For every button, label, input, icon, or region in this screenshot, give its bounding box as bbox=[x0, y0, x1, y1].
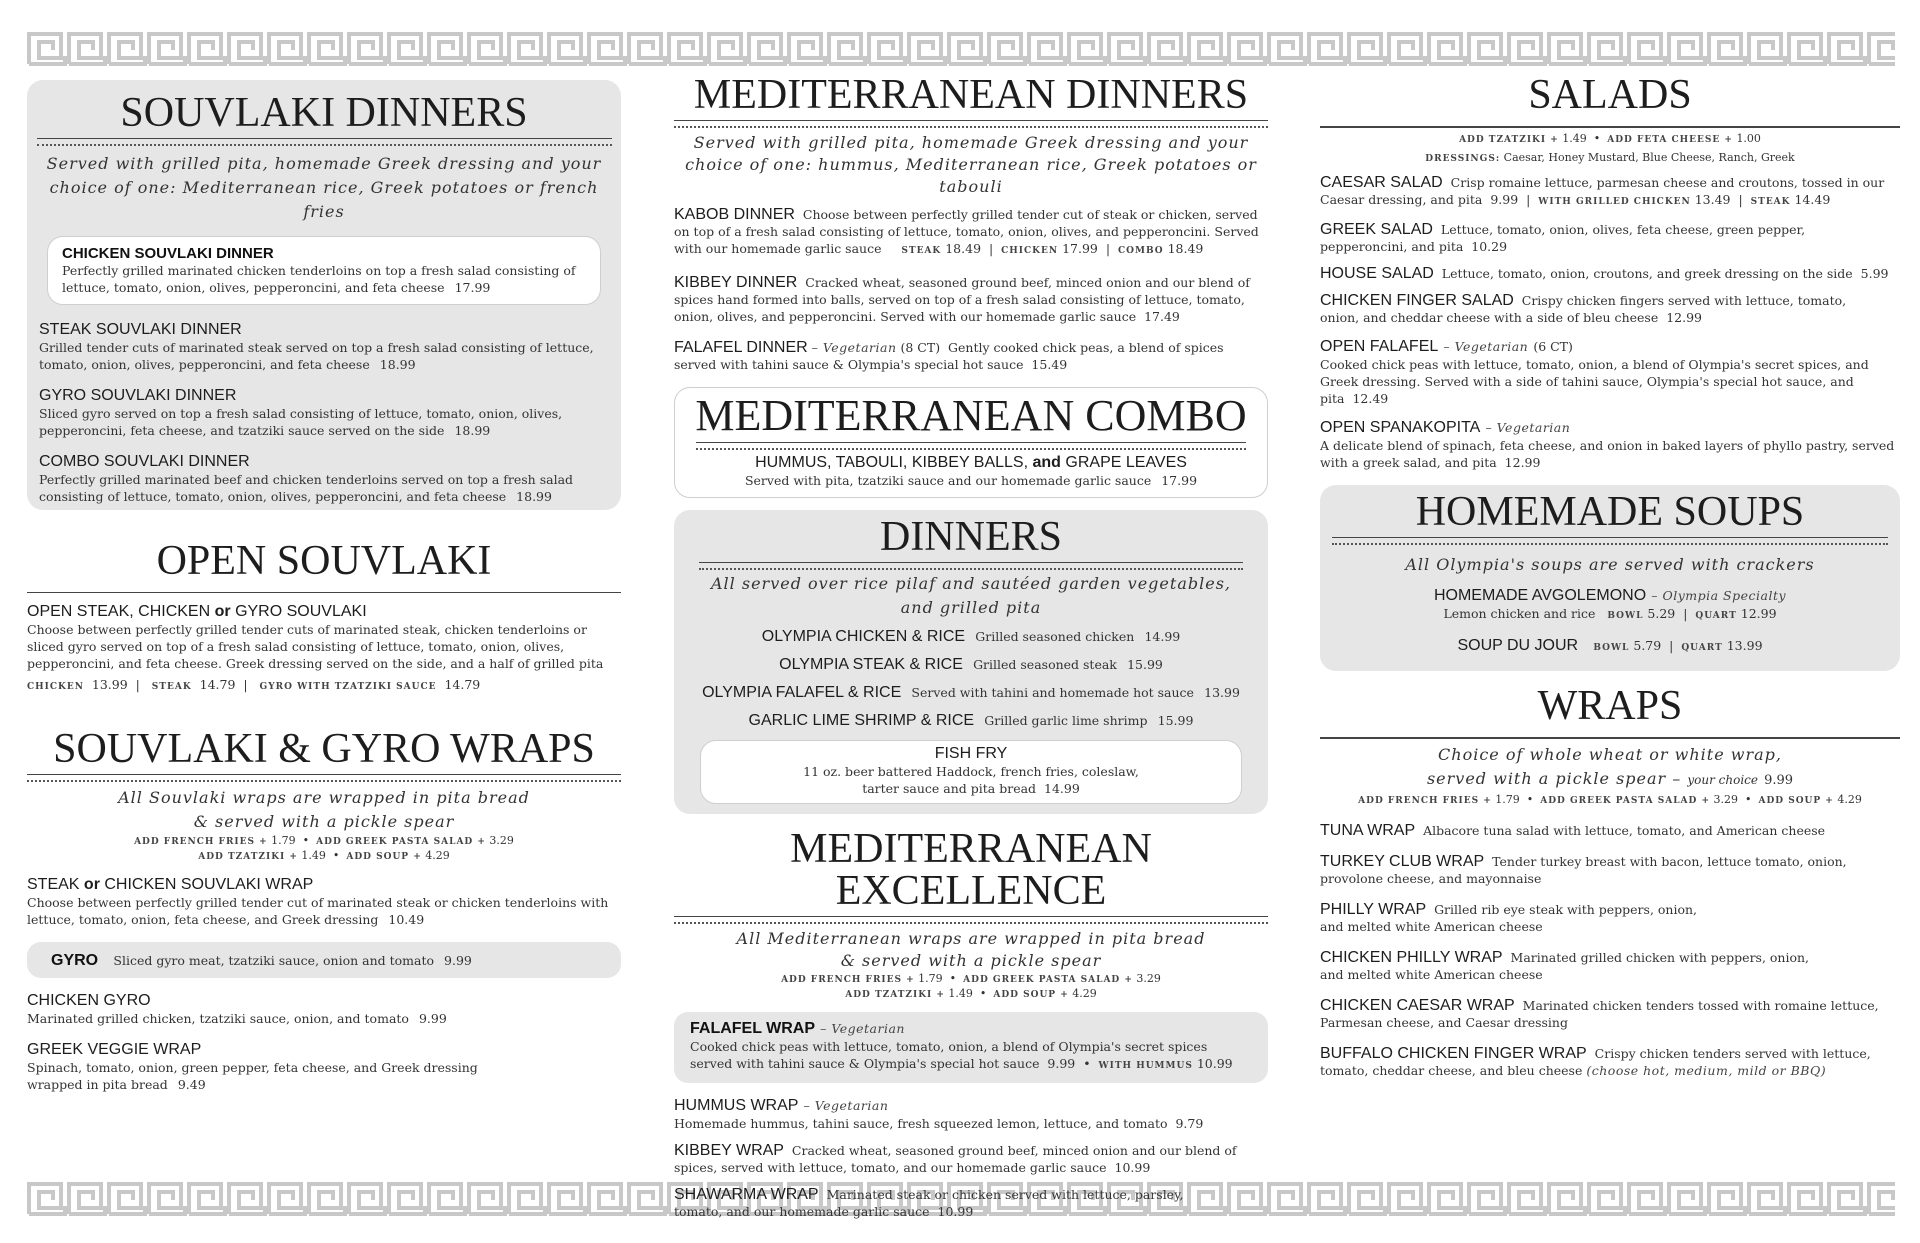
item-name: GYRO bbox=[51, 952, 99, 969]
item-count: (6 CT) bbox=[1533, 339, 1573, 354]
item-price: 9.79 bbox=[1175, 1116, 1204, 1131]
souvlaki-dinners-section bbox=[27, 80, 621, 510]
item-name: CHICKEN FINGER SALAD bbox=[1320, 292, 1514, 309]
item-desc: Lemon chicken and rice bbox=[1443, 606, 1596, 621]
menu-item bbox=[27, 992, 621, 1027]
item-name: GREEK SALAD bbox=[1320, 221, 1433, 238]
item-price: 12.99 bbox=[1504, 455, 1541, 470]
title-rule bbox=[37, 138, 612, 146]
title-rule bbox=[27, 774, 621, 782]
item-desc: Sliced gyro served on top a fresh salad consisting of lettuce, tomato, onion, olives, pepperoncini, feta cheese, and tzatziki sauce served on the side bbox=[39, 406, 563, 438]
homemade-soups-section bbox=[1320, 485, 1900, 671]
menu-item bbox=[1320, 822, 1900, 839]
right-column bbox=[1320, 74, 1900, 1093]
addon-label: ADD SOUP + bbox=[1758, 796, 1834, 806]
item-price: 13.99 bbox=[1204, 685, 1240, 700]
mediterranean-combo-section bbox=[674, 387, 1268, 498]
addon-label: ADD GREEK PASTA SALAD + bbox=[1540, 796, 1710, 806]
vegetarian-tag: – Vegetarian bbox=[1485, 420, 1571, 435]
open-souvlaki-section bbox=[27, 540, 621, 696]
item-price: 15.99 bbox=[1127, 657, 1163, 672]
item-desc: Lettuce, tomato, onion, croutons, and greek dressing on the side bbox=[1441, 266, 1853, 281]
left-column bbox=[27, 80, 621, 1107]
dressings-label: DRESSINGS: bbox=[1425, 154, 1501, 164]
item-desc: Cooked chick peas with lettuce, tomato, onion, a blend of Olympia's secret spices, and Greek dressing. Served with a side of tahini sauce, Olympia's special hot sauce, and pita bbox=[1320, 357, 1869, 406]
item-price: 18.99 bbox=[379, 357, 416, 372]
price-label: COMBO bbox=[1117, 246, 1164, 256]
item-name: KABOB DINNER bbox=[674, 206, 795, 223]
section-title: MEDITERRANEAN COMBO bbox=[695, 391, 1247, 440]
item-name: STEAK bbox=[27, 876, 80, 893]
item-price: 5.99 bbox=[1860, 266, 1889, 281]
menu-item bbox=[39, 453, 611, 505]
item-name: KIBBEY DINNER bbox=[674, 274, 798, 291]
item-price: 17.99 bbox=[1161, 473, 1198, 488]
menu-item bbox=[39, 387, 611, 439]
item-price: 9.99 bbox=[418, 1011, 447, 1026]
item-desc: Choose between perfectly grilled tender cut of steak or chicken, served on top of a fresh salad consisting of lettuce, tomato, onion, olives, and pepperoncini. Served with our homemade garlic sauce bbox=[674, 207, 1259, 256]
item-desc: 11 oz. beer battered Haddock, french fries, coleslaw, bbox=[803, 764, 1139, 779]
item-name: GREEK VEGGIE WRAP bbox=[27, 1041, 202, 1058]
item-desc: Homemade hummus, tahini sauce, fresh squeezed lemon, lettuce, and tomato bbox=[674, 1116, 1168, 1131]
item-desc: Tender turkey breast with bacon, lettuce tomato, onion, provolone cheese, and mayonnaise bbox=[1320, 854, 1847, 886]
item-name: GRAPE LEAVES bbox=[1065, 454, 1187, 471]
section-subtitle: Choice of whole wheat or white wrap, bbox=[1438, 745, 1782, 764]
item-price: 17.99 bbox=[454, 280, 491, 295]
title-rule bbox=[696, 442, 1245, 450]
item-desc: Marinated steak or chicken served with lettuce, parsley, tomato, and our homemade garlic sauce bbox=[674, 1187, 1184, 1219]
item-price: 5.29 bbox=[1647, 606, 1676, 621]
section-subtitle: Served with grilled pita, homemade Greek dressing and your choice of one: Mediterranean rice, Greek potatoes or french fries bbox=[46, 154, 602, 221]
section-title: OPEN SOUVLAKI bbox=[156, 538, 492, 584]
item-name: BUFFALO CHICKEN FINGER WRAP bbox=[1320, 1045, 1587, 1062]
addon-price: 1.49 bbox=[301, 849, 326, 862]
menu-item bbox=[1320, 336, 1900, 407]
addon-label: ADD TZATZIKI + bbox=[1459, 135, 1559, 145]
item-price: 12.49 bbox=[1352, 391, 1389, 406]
greek-key-icon bbox=[27, 28, 1895, 68]
item-name: TURKEY CLUB WRAP bbox=[1320, 853, 1485, 870]
addons-row: ADD FRENCH FRIES + 1.79 • ADD GREEK PASTA SALAD + 3.29 bbox=[781, 972, 1161, 985]
item-desc: Marinated chicken tenders tossed with romaine lettuce, Parmesan cheese, and Caesar dressing bbox=[1320, 998, 1879, 1030]
section-subtitle: and grilled pita bbox=[900, 598, 1042, 617]
item-price: 10.99 bbox=[1114, 1160, 1151, 1175]
price-label: WITH HUMMUS bbox=[1098, 1061, 1193, 1071]
item-price: 18.99 bbox=[454, 423, 491, 438]
menu-item bbox=[39, 321, 611, 373]
menu-item bbox=[27, 603, 621, 696]
falafel-wrap-highlight: FALAFEL WRAP – Vegetarian Cooked chick peas with lettuce, tomato, onion, a blend of Olympia's secret spices served with tahini sauce & Olympia's special hot sauce 9.99 • WITH HUMMUS 10.99 bbox=[674, 1012, 1268, 1083]
item-price: 17.99 bbox=[1062, 241, 1098, 256]
addons-row: ADD TZATZIKI + 1.49 • ADD SOUP + 4.29 bbox=[845, 987, 1097, 1000]
item-price: 10.49 bbox=[388, 912, 425, 927]
item-price: 9.99 bbox=[1490, 192, 1519, 207]
addon-label: ADD TZATZIKI + bbox=[845, 990, 945, 1000]
section-title: HOMEMADE SOUPS bbox=[1415, 489, 1805, 535]
item-price: 5.79 bbox=[1633, 638, 1662, 653]
item-desc: Marinated grilled chicken with peppers, onion, and melted white American cheese bbox=[1320, 950, 1810, 982]
item-price: 14.99 bbox=[1044, 781, 1080, 796]
item-name: OPEN STEAK, CHICKEN bbox=[27, 603, 211, 620]
menu-item bbox=[674, 339, 1268, 373]
addon-price: 1.79 bbox=[271, 834, 296, 847]
addon-label: ADD SOUP + bbox=[346, 852, 422, 862]
item-price: 13.99 bbox=[91, 677, 128, 692]
price-row: CHICKEN 13.99 | STEAK 14.79 | GYRO WITH TZATZIKI SAUCE 14.79 bbox=[27, 677, 481, 692]
title-rule bbox=[1320, 122, 1900, 128]
item-desc: Perfectly grilled marinated beef and chicken tenderloins served on top a fresh salad consisting of lettuce, tomato, onion, olives, pepperoncini, and feta cheese bbox=[39, 472, 574, 504]
item-name: SHAWARMA WRAP bbox=[674, 1186, 819, 1203]
item-name: OLYMPIA CHICKEN & RICE bbox=[761, 628, 966, 645]
addon-price: 1.00 bbox=[1736, 132, 1761, 145]
item-desc: Spinach, tomato, onion, green pepper, feta cheese, and Greek dressing wrapped in pita bread bbox=[27, 1060, 478, 1092]
item-desc: Crispy chicken tenders served with lettuce, tomato, cheddar cheese, and bleu cheese bbox=[1320, 1046, 1871, 1078]
price-label: QUART bbox=[1695, 611, 1737, 621]
item-name: GYRO SOUVLAKI DINNER bbox=[39, 387, 237, 404]
wraps-section bbox=[1320, 685, 1900, 1079]
price-label: STEAK bbox=[901, 246, 942, 256]
item-price: 9.49 bbox=[177, 1077, 206, 1092]
item-desc: Crispy chicken fingers served with lettuce, tomato, onion, and cheddar cheese with a side of bleu cheese bbox=[1320, 293, 1847, 325]
item-price: 10.29 bbox=[1471, 239, 1508, 254]
price-label: QUART bbox=[1681, 643, 1723, 653]
price-label: WITH GRILLED CHICKEN bbox=[1538, 197, 1691, 207]
menu-item bbox=[688, 678, 1254, 706]
addon-price: 1.49 bbox=[1562, 132, 1587, 145]
item-desc: Grilled garlic lime shrimp bbox=[984, 713, 1148, 728]
section-subtitle: & served with a pickle spear bbox=[840, 951, 1102, 970]
menu-item bbox=[1320, 997, 1900, 1031]
item-price: 9.99 bbox=[1047, 1056, 1076, 1071]
addon-price: 4.29 bbox=[425, 849, 450, 862]
item-desc: Gently cooked chick peas, a blend of spices served with tahini sauce & Olympia's special hot sauce bbox=[674, 340, 1224, 372]
vegetarian-tag: – Vegetarian bbox=[811, 340, 897, 355]
item-name: OLYMPIA FALAFEL & RICE bbox=[702, 684, 902, 701]
addon-label: ADD SOUP + bbox=[993, 990, 1069, 1000]
menu-item: SOUP DU JOUR BOWL 5.79 | QUART 13.99 bbox=[1457, 637, 1763, 654]
menu-item bbox=[674, 274, 1268, 325]
item-price: 9.99 bbox=[1764, 773, 1794, 788]
item-desc: Lettuce, tomato, onion, olives, feta cheese, green pepper, pepperoncini, and pita bbox=[1320, 222, 1806, 254]
dressings-list: Caesar, Honey Mustard, Blue Cheese, Ranch, Greek bbox=[1503, 151, 1795, 164]
menu-item bbox=[1320, 221, 1820, 255]
addon-price: 3.29 bbox=[1136, 972, 1161, 985]
item-name: FALAFEL DINNER bbox=[674, 339, 808, 356]
item-name: CHICKEN GYRO bbox=[27, 992, 151, 1009]
gyro-highlight bbox=[27, 942, 621, 978]
item-name: HOUSE SALAD bbox=[1320, 265, 1434, 282]
item-name: TUNA WRAP bbox=[1320, 822, 1416, 839]
section-subtitle: All Mediterranean wraps are wrapped in pita bread bbox=[736, 929, 1206, 948]
item-desc: Choose between perfectly grilled tender cuts of marinated steak, chicken tenderloins or sliced gyro served on top of a fresh salad consisting of lettuce, tomato, onion, olives, pepperoncini, and feta cheese. Greek dressing served on the side, and a half of grilled pita bbox=[27, 622, 604, 671]
addons-row: ADD FRENCH FRIES + 1.79 • ADD GREEK PASTA SALAD + 3.29 • ADD SOUP + 4.29 bbox=[1358, 793, 1862, 806]
addon-price: 3.29 bbox=[489, 834, 514, 847]
section-title: WRAPS bbox=[1537, 683, 1683, 729]
item-name: CHICKEN CAESAR WRAP bbox=[1320, 997, 1515, 1014]
section-subtitle: All Souvlaki wraps are wrapped in pita bread bbox=[118, 788, 530, 807]
title-rule bbox=[674, 120, 1268, 128]
item-price: 13.49 bbox=[1694, 192, 1731, 207]
item-desc: Crisp romaine lettuce, parmesan cheese and croutons, tossed in our Caesar dressing, and pita bbox=[1320, 175, 1885, 207]
item-desc: Perfectly grilled marinated chicken tenderloins on top a fresh salad consisting of lettuce, tomato, onion, olives, pepperoncini, and feta cheese bbox=[62, 263, 576, 295]
item-name: STEAK SOUVLAKI DINNER bbox=[39, 321, 242, 338]
item-desc: Grilled rib eye steak with peppers, onion, and melted white American cheese bbox=[1320, 902, 1698, 934]
your-choice-label: your choice bbox=[1687, 773, 1758, 787]
middle-column bbox=[674, 74, 1268, 1234]
price-label: STEAK bbox=[1750, 197, 1791, 207]
menu-item bbox=[1320, 949, 1820, 983]
item-price: 18.49 bbox=[1167, 241, 1204, 256]
menu-item bbox=[1320, 417, 1900, 471]
salads-section bbox=[1320, 74, 1900, 471]
featured-item bbox=[47, 236, 601, 305]
item-desc: Grilled tender cuts of marinated steak served on top a fresh salad consisting of lettuce, tomato, onion, olives, pepperoncini, and feta cheese bbox=[39, 340, 594, 372]
section-title: SOUVLAKI & GYRO WRAPS bbox=[53, 726, 595, 772]
menu-item bbox=[674, 1095, 1268, 1132]
price-label: BOWL bbox=[1607, 611, 1644, 621]
menu-item bbox=[1320, 1045, 1900, 1079]
addons-row: ADD TZATZIKI + 1.49 • ADD FETA CHEESE + 1.00 bbox=[1459, 132, 1761, 145]
item-name: FALAFEL WRAP bbox=[690, 1020, 816, 1037]
item-name: SOUP DU JOUR bbox=[1457, 637, 1579, 654]
menu-item bbox=[674, 1186, 1194, 1220]
or-word: or bbox=[214, 603, 231, 620]
item-desc: Grilled seasoned steak bbox=[973, 657, 1117, 672]
price-label: GYRO WITH TZATZIKI SAUCE bbox=[259, 682, 437, 692]
item-price: 10.99 bbox=[937, 1204, 974, 1219]
addon-price: 1.49 bbox=[948, 987, 973, 1000]
item-price: 18.99 bbox=[516, 489, 552, 504]
item-desc: Grilled seasoned chicken bbox=[975, 629, 1135, 644]
dinners-list bbox=[688, 622, 1254, 734]
item-desc: Choose between perfectly grilled tender cut of marinated steak or chicken tenderloins with lettuce, tomato, onion, feta cheese, and Greek dressing bbox=[27, 895, 609, 927]
vegetarian-tag: – Vegetarian bbox=[1443, 339, 1529, 354]
addon-label: ADD FRENCH FRIES + bbox=[781, 975, 915, 985]
item-desc: Served with tahini and homemade hot sauce bbox=[911, 685, 1194, 700]
item-price: 14.99 bbox=[1144, 629, 1181, 644]
vegetarian-tag: – Vegetarian bbox=[820, 1021, 905, 1036]
mediterranean-dinners-section bbox=[674, 74, 1268, 373]
item-price: 14.79 bbox=[444, 677, 481, 692]
and-word: and bbox=[1032, 454, 1061, 471]
item-desc: tarter sauce and pita bread bbox=[862, 781, 1037, 796]
price-label: CHICKEN bbox=[1001, 246, 1059, 256]
item-price: 17.49 bbox=[1144, 309, 1180, 324]
item-desc: Marinated grilled chicken, tzatziki sauce, onion, and tomato bbox=[27, 1011, 409, 1026]
item-desc: A delicate blend of spinach, feta cheese, and onion in baked layers of phyllo pastry, served with a greek salad, and pita bbox=[1320, 438, 1895, 470]
item-name: COMBO SOUVLAKI DINNER bbox=[39, 453, 250, 470]
dressings-row bbox=[1320, 151, 1900, 166]
addon-label: ADD FETA CHEESE + bbox=[1607, 135, 1733, 145]
item-name: HOMEMADE AVGOLEMONO bbox=[1433, 587, 1647, 604]
addon-price: 1.79 bbox=[1495, 793, 1520, 806]
price-label: STEAK bbox=[151, 682, 192, 692]
item-price: 12.99 bbox=[1740, 606, 1777, 621]
addon-price: 1.79 bbox=[918, 972, 943, 985]
addon-label: ADD FRENCH FRIES + bbox=[134, 837, 268, 847]
addons-row: ADD FRENCH FRIES + 1.79 • ADD GREEK PASTA SALAD + 3.29 bbox=[134, 834, 514, 847]
item-name: HUMMUS WRAP bbox=[674, 1097, 799, 1114]
section-subtitle: served with a pickle spear – bbox=[1426, 769, 1682, 788]
menu-item bbox=[1320, 292, 1860, 326]
item-name: PHILLY WRAP bbox=[1320, 901, 1427, 918]
item-desc: Cracked wheat, seasoned ground beef, minced onion and our blend of spices, served with lettuce, tomato, and our homemade garlic sauce bbox=[674, 1143, 1237, 1175]
menu-item: KABOB DINNER Choose between perfectly grilled tender cut of steak or chicken, served on top of a fresh salad consisting of lettuce, tomato, onion, olives, and pepperoncini. Served with our homemade garlic sauce STEAK 18.49 | CHICKEN 17.99 | COMBO 18.49 bbox=[674, 206, 1259, 256]
item-price: 9.99 bbox=[444, 953, 472, 968]
addon-price: 4.29 bbox=[1072, 987, 1097, 1000]
title-rule bbox=[674, 916, 1268, 924]
item-desc: Served with pita, tzatziki sauce and our homemade garlic sauce bbox=[744, 473, 1152, 488]
item-price: 15.99 bbox=[1157, 713, 1194, 728]
menu-item bbox=[674, 1142, 1268, 1176]
title-rule bbox=[1332, 537, 1888, 545]
or-word: or bbox=[83, 876, 100, 893]
menu-item bbox=[27, 1041, 497, 1093]
item-price: 14.49 bbox=[1794, 192, 1831, 207]
item-price: 10.99 bbox=[1196, 1056, 1233, 1071]
mediterranean-excellence-section bbox=[674, 828, 1268, 1220]
item-name: CHICKEN SOUVLAKI WRAP bbox=[104, 876, 314, 893]
menu-item bbox=[1320, 265, 1900, 282]
menu-item bbox=[688, 706, 1254, 734]
price-label: BOWL bbox=[1593, 643, 1630, 653]
menu-item bbox=[688, 622, 1254, 650]
item-name: CHICKEN SOUVLAKI DINNER bbox=[62, 245, 274, 262]
section-subtitle: Served with grilled pita, homemade Greek dressing and your choice of one: hummus, Mediterranean rice, Greek potatoes or tabouli bbox=[685, 133, 1257, 196]
addon-price: 4.29 bbox=[1837, 793, 1862, 806]
item-desc: Cooked chick peas with lettuce, tomato, onion, a blend of Olympia's secret spices served with tahini sauce & Olympia's special hot sauce bbox=[690, 1039, 1208, 1071]
addon-label: ADD GREEK PASTA SALAD + bbox=[316, 837, 486, 847]
section-title: MEDITERRANEAN DINNERS bbox=[693, 72, 1249, 118]
menu-item: CAESAR SALAD Crisp romaine lettuce, parmesan cheese and croutons, tossed in our Caesar dressing, and pita 9.99 | WITH GRILLED CHICKEN 13.49 | STEAK 14.49 bbox=[1320, 174, 1885, 207]
addon-label: ADD GREEK PASTA SALAD + bbox=[963, 975, 1133, 985]
item-price: 14.79 bbox=[199, 677, 236, 692]
menu-item bbox=[1320, 853, 1880, 887]
section-subtitle: All Olympia's soups are served with crackers bbox=[1405, 555, 1815, 574]
section-title: SALADS bbox=[1528, 72, 1692, 118]
addons-row: ADD TZATZIKI + 1.49 • ADD SOUP + 4.29 bbox=[198, 849, 450, 862]
price-label: CHICKEN bbox=[27, 682, 84, 692]
section-title: MEDITERRANEAN EXCELLENCE bbox=[790, 826, 1152, 914]
addon-label: ADD FRENCH FRIES + bbox=[1358, 796, 1492, 806]
fish-fry-item bbox=[700, 740, 1242, 804]
item-note: (choose hot, medium, mild or BBQ) bbox=[1586, 1063, 1827, 1078]
item-price: 15.49 bbox=[1031, 357, 1068, 372]
item-name: KIBBEY WRAP bbox=[674, 1142, 784, 1159]
menu-item bbox=[688, 650, 1254, 678]
item-name: CHICKEN PHILLY WRAP bbox=[1320, 949, 1503, 966]
item-desc: Cracked wheat, seasoned ground beef, minced onion and our blend of spices hand formed into balls, served on top of a fresh salad consisting of lettuce, tomato, onion, olives, and pepperoncini. Served with our homemade garlic sauce bbox=[674, 275, 1250, 324]
vegetarian-tag: – Vegetarian bbox=[803, 1098, 889, 1113]
item-name: OLYMPIA STEAK & RICE bbox=[779, 656, 963, 673]
section-title: DINNERS bbox=[879, 514, 1062, 560]
section-title: SOUVLAKI DINNERS bbox=[120, 90, 528, 136]
item-desc: Albacore tuna salad with lettuce, tomato, and American cheese bbox=[1423, 823, 1826, 838]
greek-key-border-top bbox=[27, 28, 1895, 68]
item-name: FISH FRY bbox=[934, 745, 1008, 762]
item-name: OPEN FALAFEL bbox=[1320, 338, 1439, 355]
item-price: 18.49 bbox=[945, 241, 982, 256]
item-price: 12.99 bbox=[1666, 310, 1702, 325]
item-name: GARLIC LIME SHRIMP & RICE bbox=[748, 712, 975, 729]
item-desc: Sliced gyro meat, tzatziki sauce, onion and tomato bbox=[113, 953, 435, 968]
section-subtitle: & served with a pickle spear bbox=[193, 812, 455, 831]
menu-item: HOMEMADE AVGOLEMONO – Olympia Specialty Lemon chicken and rice BOWL 5.29 | QUART 12.99 bbox=[1433, 587, 1787, 621]
section-subtitle: All served over rice pilaf and sautéed garden vegetables, bbox=[711, 574, 1231, 593]
specialty-tag: – Olympia Specialty bbox=[1651, 588, 1787, 603]
menu-item bbox=[1320, 901, 1720, 935]
title-rule bbox=[27, 588, 621, 593]
item-name: OPEN SPANAKOPITA bbox=[1320, 419, 1481, 436]
souvlaki-gyro-wraps-section bbox=[27, 728, 621, 1093]
addon-price: 3.29 bbox=[1713, 793, 1738, 806]
item-name: HUMMUS, TABOULI, KIBBEY BALLS, bbox=[755, 454, 1029, 471]
dinners-section bbox=[674, 510, 1268, 814]
title-rule bbox=[699, 562, 1242, 570]
item-count: (8 CT) bbox=[900, 340, 941, 355]
item-price: 13.99 bbox=[1726, 638, 1763, 653]
title-rule bbox=[1320, 733, 1900, 739]
item-name: GYRO SOUVLAKI bbox=[235, 603, 367, 620]
menu-item bbox=[27, 876, 621, 928]
item-name: CAESAR SALAD bbox=[1320, 174, 1443, 191]
addon-label: ADD TZATZIKI + bbox=[198, 852, 298, 862]
